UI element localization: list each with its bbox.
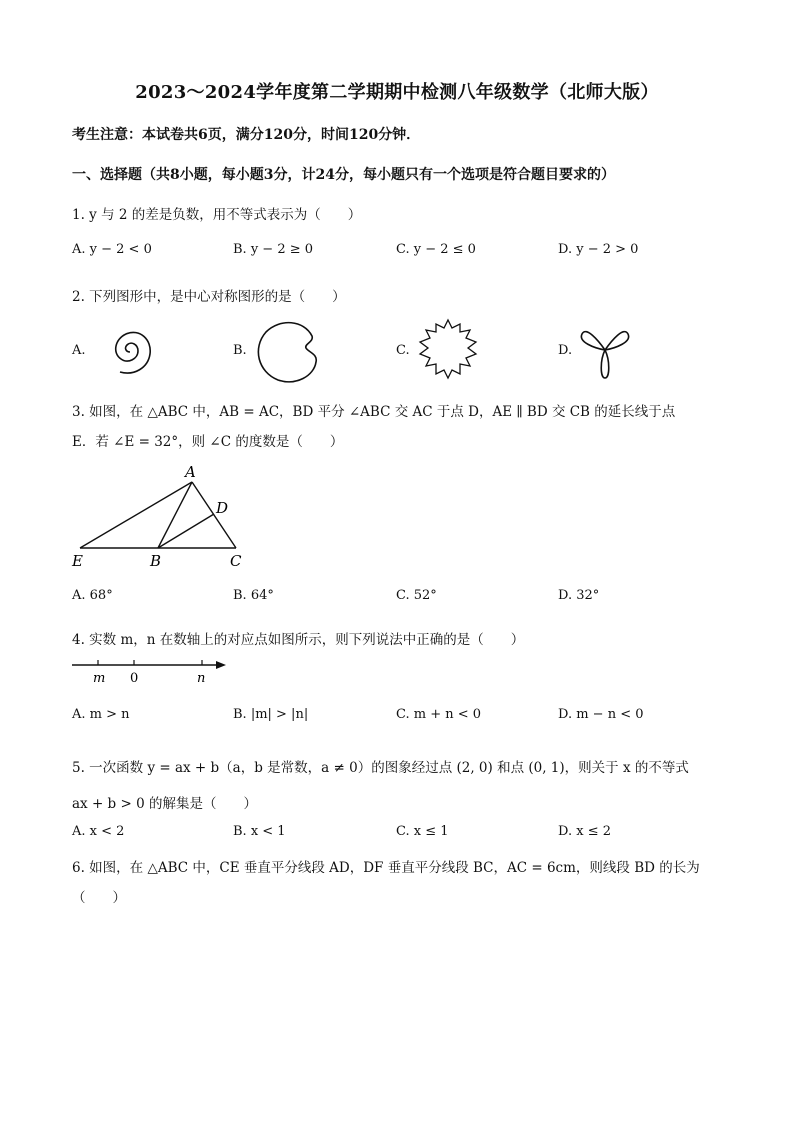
snowflake-figure bbox=[418, 318, 478, 380]
page-title: 2023～2024学年度第二学期期中检测八年级数学（北师大版） bbox=[135, 82, 659, 103]
question-5-line-1: 5. 一次函数 y = ax + b（a，b 是常数，a ≠ 0）的图象经过点 (2, 0) 和点 (0, 1)，则关于 x 的不等式 bbox=[72, 760, 689, 776]
number-line bbox=[70, 655, 230, 687]
triangle-figure bbox=[70, 462, 260, 572]
q4-option-b: B. |m| > |n| bbox=[233, 707, 309, 722]
spiral-figure bbox=[90, 314, 170, 384]
q3-option-d: D. 32° bbox=[558, 588, 600, 603]
question-2: 2. 下列图形中，是中心对称图形的是（ ） bbox=[72, 289, 346, 305]
q3-option-c: C. 52° bbox=[396, 588, 437, 603]
q2-option-a: A. bbox=[72, 343, 86, 358]
q5-option-c: C. x ≤ 1 bbox=[396, 824, 449, 839]
point-label-d: D bbox=[216, 499, 229, 517]
axis-label-zero: 0 bbox=[130, 671, 139, 686]
point-label-e: E bbox=[72, 552, 83, 570]
axis-label-m: m bbox=[93, 671, 106, 686]
question-5-line-2: ax + b > 0 的解集是（ ） bbox=[72, 796, 257, 812]
point-label-c: C bbox=[230, 552, 242, 570]
q5-option-a: A. x < 2 bbox=[72, 824, 125, 839]
point-label-b: B bbox=[150, 552, 162, 570]
question-6-line-1: 6. 如图，在 △ABC 中，CE 垂直平分线段 AD，DF 垂直平分线段 BC，AC = 6cm，则线段 BD 的长为 bbox=[72, 860, 700, 876]
q4-option-c: C. m + n < 0 bbox=[396, 707, 482, 722]
question-6-line-2: （ ） bbox=[72, 890, 126, 906]
axis-label-n: n bbox=[197, 671, 206, 686]
q3-option-a: A. 68° bbox=[72, 588, 113, 603]
cardioid-figure bbox=[254, 316, 324, 386]
question-3-line-2: E．若 ∠E = 32°，则 ∠C 的度数是（ ） bbox=[72, 434, 344, 450]
q1-option-d: D. y − 2 > 0 bbox=[558, 242, 639, 257]
q2-option-b: B. bbox=[233, 343, 247, 358]
trefoil-figure bbox=[578, 322, 632, 382]
question-3-line-1: 3. 如图，在 △ABC 中，AB = AC，BD 平分 ∠ABC 交 AC 于点 D，AE ∥ BD 交 CB 的延长线于点 bbox=[72, 404, 676, 420]
q1-option-c: C. y − 2 ≤ 0 bbox=[396, 242, 476, 257]
q1-option-b: B. y − 2 ≥ 0 bbox=[233, 242, 314, 257]
exam-notice: 考生注意：本试卷共6页，满分120分，时间120分钟． bbox=[72, 127, 421, 143]
point-label-a: A bbox=[185, 463, 196, 481]
q5-option-d: D. x ≤ 2 bbox=[558, 824, 611, 839]
q1-option-a: A. y − 2 < 0 bbox=[72, 242, 152, 257]
section-heading: 一、选择题（共8小题，每小题3分，计24分，每小题只有一个选项是符合题目要求的） bbox=[72, 167, 615, 183]
q3-option-b: B. 64° bbox=[233, 588, 274, 603]
question-4: 4. 实数 m，n 在数轴上的对应点如图所示，则下列说法中正确的是（ ） bbox=[72, 632, 525, 648]
q2-option-c: C. bbox=[396, 343, 410, 358]
q5-option-b: B. x < 1 bbox=[233, 824, 286, 839]
question-1: 1. y 与 2 的差是负数，用不等式表示为（ ） bbox=[72, 207, 362, 223]
q4-option-a: A. m > n bbox=[72, 707, 130, 722]
q2-option-d: D. bbox=[558, 343, 573, 358]
q4-option-d: D. m − n < 0 bbox=[558, 707, 644, 722]
